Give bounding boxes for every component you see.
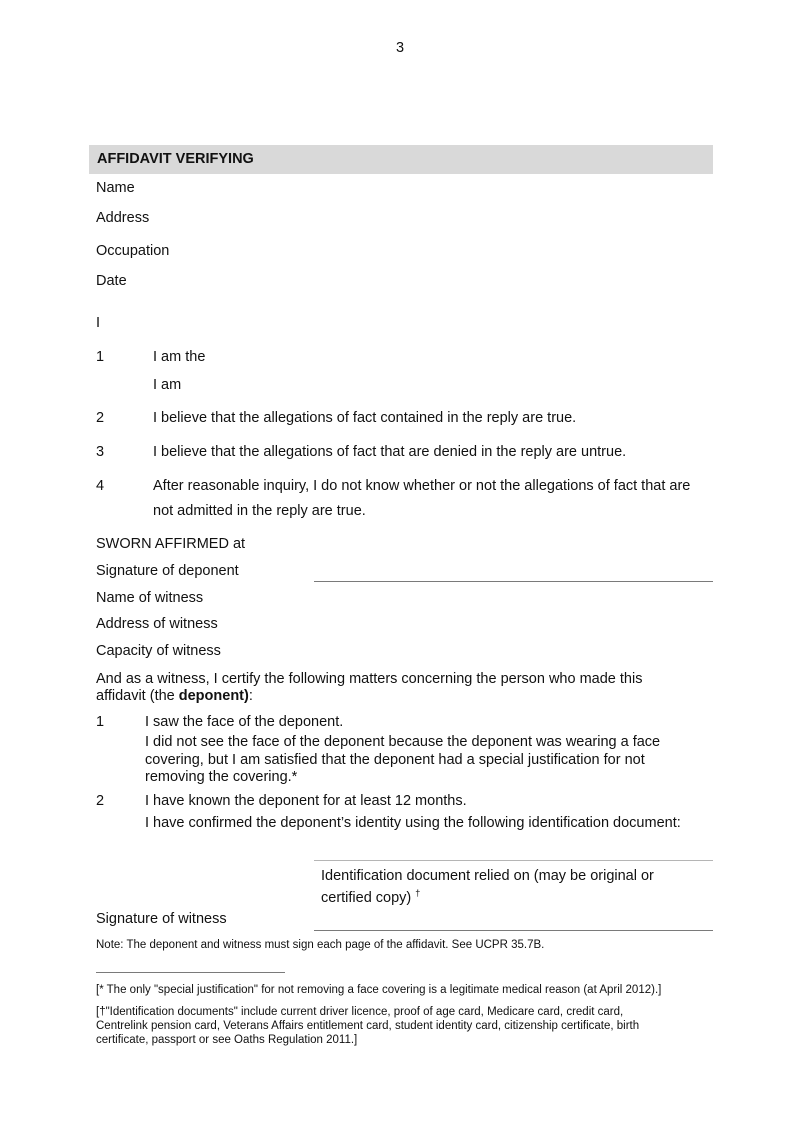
- footnote-separator: [96, 972, 285, 973]
- page-number: 3: [395, 40, 405, 56]
- certify-colon: :: [248, 688, 253, 704]
- paragraph-text: I believe that the allegations of fact that are denied in the reply are untrue.: [153, 444, 627, 460]
- footnote-identification: [†"Identification documents" include current driver licence, proof of age card, Medicare card, credit card, Centrelink pension card, Veterans Affairs entitlement card, student identity card, citizenship certificate, birth certificate, passport or see Oaths Regulation 2011.]: [96, 1006, 640, 1046]
- id-document-label: [321, 868, 701, 907]
- witness-item-alt-text: I did not see the face of the deponent because the deponent was wearing a face covering, but I am satisfied that the deponent had a special justification for not removing the covering.*: [145, 734, 661, 785]
- certify-text: And as a witness, I certify the following matters concerning the person who made this affidavit (the: [96, 671, 643, 704]
- dagger-mark: †: [415, 888, 421, 898]
- witness-item-text: I have known the deponent for at least 12 months.: [145, 793, 467, 809]
- id-document-top-line: [314, 860, 713, 861]
- signature-deponent-line: [314, 581, 713, 582]
- paragraph-number: 2: [96, 410, 105, 426]
- witness-item-text: I saw the face of the deponent.: [145, 714, 344, 730]
- paragraph-text: I am the: [153, 349, 206, 365]
- paragraph-number: 1: [96, 349, 105, 365]
- sworn-affirmed-label: SWORN AFFIRMED at: [96, 536, 246, 552]
- signature-witness-line: [314, 930, 713, 931]
- note-text: Note: The deponent and witness must sign each page of the affidavit. See UCPR 35.7B.: [96, 939, 545, 951]
- capacity-witness-label: Capacity of witness: [96, 643, 221, 659]
- paragraph-number: 3: [96, 444, 105, 460]
- deponent-term: deponent): [178, 688, 249, 704]
- intro-i: I: [96, 315, 101, 331]
- paragraph-text: not admitted in the reply are true.: [153, 503, 366, 519]
- document-heading: AFFIDAVIT VERIFYING: [97, 151, 254, 167]
- date-label: Date: [96, 273, 127, 289]
- witness-item-number: 2: [96, 793, 105, 809]
- paragraph-text: I am: [153, 377, 182, 393]
- address-witness-label: Address of witness: [96, 616, 218, 632]
- witness-item-number: 1: [96, 714, 105, 730]
- paragraph-text: I believe that the allegations of fact contained in the reply are true.: [153, 410, 577, 426]
- paragraph-text: After reasonable inquiry, I do not know whether or not the allegations of fact that are: [153, 478, 691, 494]
- id-document-text: Identification document relied on (may be original or certified copy): [321, 868, 654, 906]
- name-witness-label: Name of witness: [96, 590, 204, 606]
- witness-item-alt-text: I have confirmed the deponent’s identity using the following identification document:: [145, 815, 681, 831]
- occupation-label: Occupation: [96, 243, 170, 259]
- paragraph-number: 4: [96, 478, 105, 494]
- footnote-face-covering: [* The only "special justification" for not removing a face covering is a legitimate medical reason (at April 2012).]: [96, 984, 662, 996]
- address-label: Address: [96, 210, 150, 226]
- certify-statement: [96, 671, 676, 705]
- signature-deponent-label: Signature of deponent: [96, 563, 239, 579]
- signature-witness-label: Signature of witness: [96, 911, 227, 927]
- name-label: Name: [96, 180, 135, 196]
